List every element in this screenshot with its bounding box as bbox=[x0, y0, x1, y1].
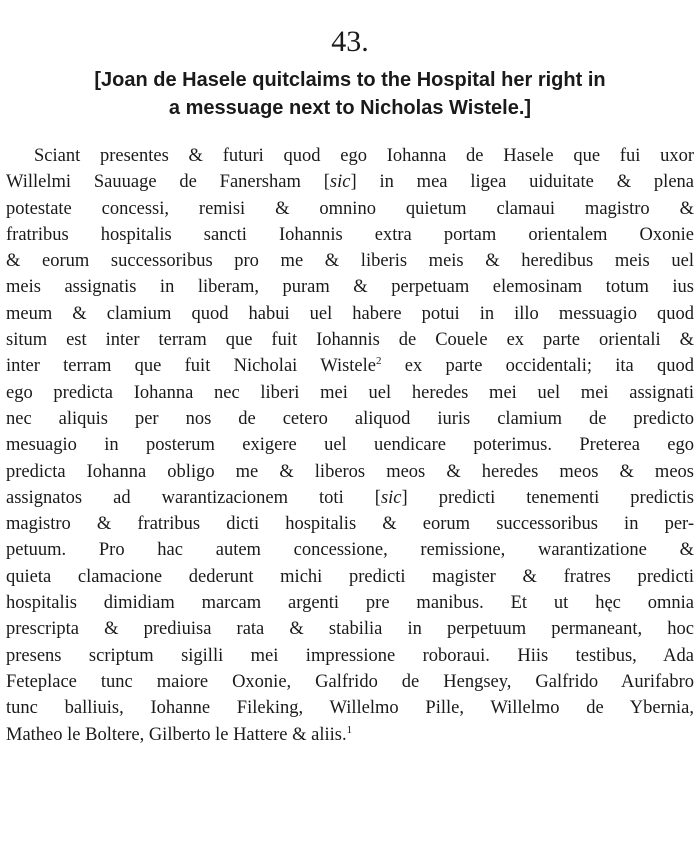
page-number: 43. bbox=[331, 25, 369, 58]
text-fragment: ] predicti tenementi predictis bbox=[401, 487, 694, 508]
text-line bbox=[6, 353, 694, 379]
sic-note: sic bbox=[329, 172, 351, 193]
charter-heading bbox=[20, 66, 680, 122]
sic-note: sic bbox=[380, 487, 402, 508]
heading-line-1: [Joan de Hasele quitclaims to the Hospital her right in bbox=[94, 69, 606, 91]
footnote-ref-2: 2 bbox=[375, 355, 382, 368]
text-line: quieta clamacione dederunt michi predicti magister & fratres predicti bbox=[6, 566, 694, 587]
text-line: Sciant presentes & futuri quod ego Iohanna de Hasele que fui uxor bbox=[34, 146, 694, 166]
text-line: nec aliquis per nos de cetero aliquod iuris clamium de predicto bbox=[6, 408, 694, 429]
heading-line-2: a messuage next to Nicholas Wistele.] bbox=[168, 97, 532, 119]
text-line bbox=[6, 485, 694, 511]
text-line: hospitalis dimidiam marcam argenti pre manibus. Et ut hęc omnia bbox=[6, 593, 694, 614]
footnote-ref-1: 1 bbox=[346, 723, 353, 736]
text-line: fratribus hospitalis sancti Iohannis extra portam orientalem Oxonie bbox=[6, 224, 694, 245]
text-line: presens scriptum sigilli mei impressione roboraui. Hiis testibus, Ada bbox=[6, 645, 694, 666]
text-fragment: Matheo le Boltere, Gilberto le Hattere & aliis. bbox=[6, 724, 347, 745]
text-line bbox=[6, 169, 694, 195]
text-line: meis assignatis in liberam, puram & perpetuam elemosinam totum ius bbox=[6, 277, 694, 298]
text-line: mesuagio in posterum exigere uel uendicare poterimus. Preterea ego bbox=[6, 435, 694, 456]
charter-text bbox=[6, 143, 694, 748]
text-line bbox=[6, 722, 694, 748]
text-line: Feteplace tunc maiore Oxonie, Galfrido de Hengsey, Galfrido Aurifabro bbox=[6, 671, 694, 692]
text-line: potestate concessi, remisi & omnino quietum clamaui magistro & bbox=[6, 198, 694, 219]
text-line: predicta Iohanna obligo me & liberos meos & heredes meos & meos bbox=[6, 461, 694, 482]
text-fragment: inter terram que fuit Nicholai Wistele bbox=[6, 356, 376, 377]
text-line: petuum. Pro hac autem concessione, remissione, warantizatione & bbox=[6, 540, 694, 561]
text-line: magistro & fratribus dicti hospitalis & eorum successoribus in per- bbox=[6, 514, 694, 535]
text-line: situm est inter terram que fuit Iohannis de Couele ex parte orientali & bbox=[6, 330, 694, 351]
text-line: & eorum successoribus pro me & liberis meis & heredibus meis uel bbox=[6, 251, 694, 272]
text-fragment: Willelmi Sauuage de Fanersham [ bbox=[6, 172, 330, 193]
text-fragment: assignatos ad warantizacionem toti [ bbox=[6, 487, 381, 508]
text-line: prescripta & prediuisa rata & stabilia in perpetuum permaneant, hoc bbox=[6, 619, 694, 640]
text-fragment: ex parte occidentali; ita quod bbox=[381, 356, 694, 377]
text-line: tunc balliuis, Iohanne Fileking, Willelmo Pille, Willelmo de Ybernia, bbox=[6, 698, 694, 719]
text-fragment: ] in mea ligea uiduitate & plena bbox=[350, 172, 694, 193]
text-line: meum & clamium quod habui uel habere potui in illo messuagio quod bbox=[6, 303, 694, 324]
text-line: ego predicta Iohanna nec liberi mei uel heredes mei uel mei assignati bbox=[6, 382, 694, 403]
